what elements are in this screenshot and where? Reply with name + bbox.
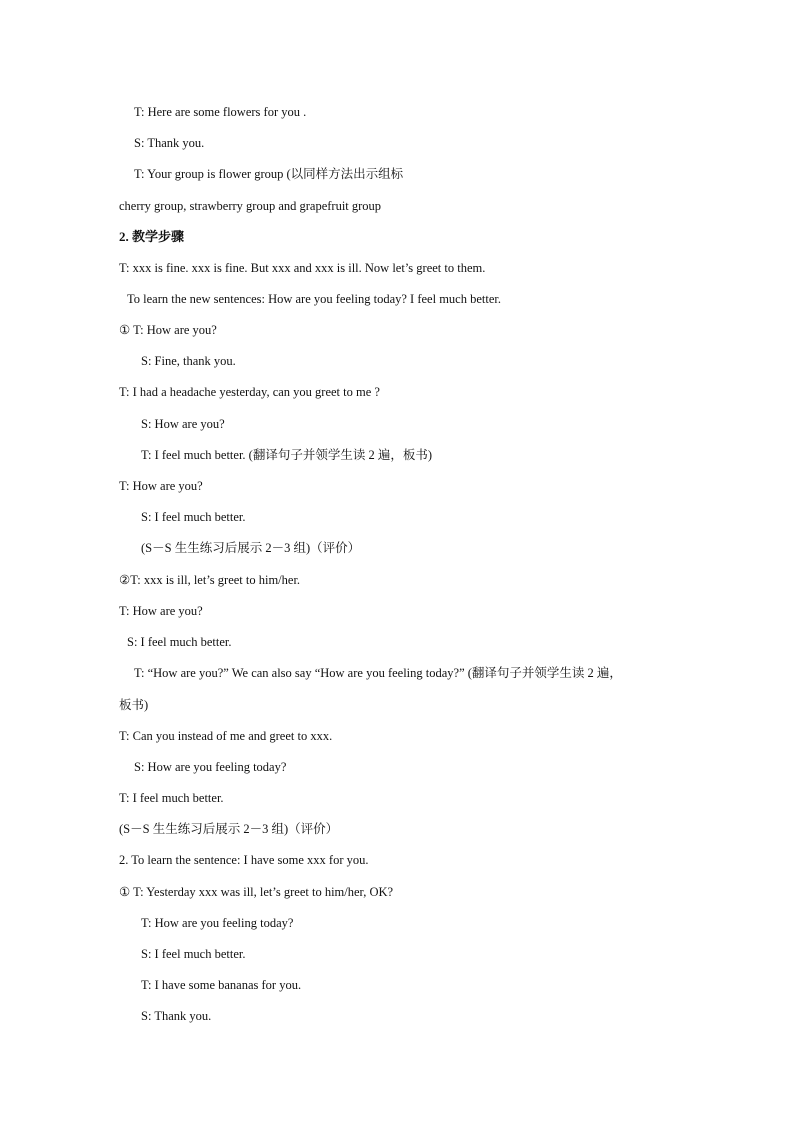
- text-line: cherry group, strawberry group and grapefruit group: [119, 199, 382, 213]
- dialogue-line: S: Thank you.: [134, 136, 205, 150]
- dialogue-line: S: I feel much better.: [141, 947, 246, 961]
- dialogue-line: ① T: Yesterday xxx was ill, let’s greet to him/her, OK?: [119, 885, 394, 899]
- dialogue-line: T: I had a headache yesterday, can you greet to me ?: [119, 385, 380, 399]
- dialogue-line: S: I feel much better.: [141, 510, 246, 524]
- dialogue-line: S: I feel much better.: [127, 635, 232, 649]
- dialogue-line: T: I feel much better.: [119, 791, 224, 805]
- text-line: 2. To learn the sentence: I have some xxx for you.: [119, 853, 369, 867]
- dialogue-line: S: How are you feeling today?: [134, 760, 287, 774]
- dialogue-line: T: I have some bananas for you.: [141, 978, 302, 992]
- dialogue-line: T: How are you feeling today?: [141, 916, 294, 930]
- dialogue-line: T: Can you instead of me and greet to xxx.: [119, 729, 333, 743]
- dialogue-line: ②T: xxx is ill, let’s greet to him/her.: [119, 573, 301, 587]
- dialogue-line: S: Thank you.: [141, 1009, 212, 1023]
- dialogue-line: T: “How are you?” We can also say “How are you feeling today?” (翻译句子并领学生读 2 遍，: [134, 666, 622, 680]
- dialogue-line: ① T: How are you?: [119, 323, 217, 337]
- text-line: 板书): [119, 698, 149, 712]
- dialogue-line: S: Fine, thank you.: [141, 354, 236, 368]
- dialogue-line: T: Your group is flower group (以同样方法出示组标: [134, 167, 404, 181]
- evaluation-note: (S－S 生生练习后展示 2－3 组)（评价）: [141, 541, 361, 555]
- dialogue-line: T: xxx is fine. xxx is fine. But xxx and xxx is ill. Now let’s greet to them.: [119, 261, 486, 275]
- dialogue-line: T: I feel much better. (翻译句子并领学生读 2 遍，板书): [141, 448, 432, 462]
- section-heading: 2. 教学步骤: [119, 229, 185, 244]
- dialogue-line: T: Here are some flowers for you .: [134, 105, 307, 119]
- evaluation-note: (S－S 生生练习后展示 2－3 组)（评价）: [119, 822, 339, 836]
- dialogue-line: T: How are you?: [119, 604, 203, 618]
- text-line: To learn the new sentences: How are you feeling today? I feel much better.: [127, 292, 501, 306]
- dialogue-line: S: How are you?: [141, 417, 225, 431]
- dialogue-line: T: How are you?: [119, 479, 203, 493]
